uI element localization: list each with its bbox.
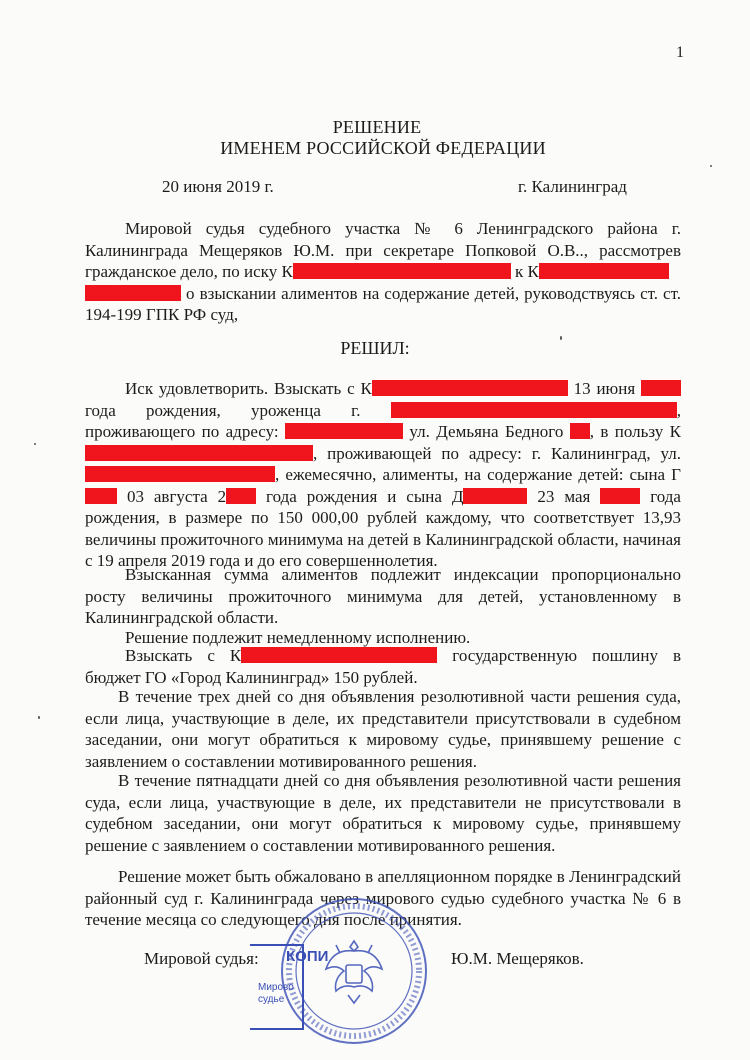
three-days-paragraph: В течение трех дней со дня объявления резолютивной части решения суда, если лица, участвующие в деле, их представители присутствовали в судебном заседании, они могут обратиться к мировому судье, принявшему решение с заявлением о составлении мотивированного решения. [85,687,681,771]
fifteen-days-paragraph: В течение пятнадцати дней со дня объявления резолютивной части решения суда, если лица, участвующие в деле, их представители не присутствовали в судебном заседании, они могут обратиться к мировому судье, принявшему решение с заявлением о составлении мотивированного решения. [85,771,681,855]
intro-paragraph [85,218,681,326]
redaction [539,263,669,279]
scan-speck [38,716,40,719]
redaction [641,380,681,396]
document-date: 20 июня 2019 г. [162,177,274,196]
claim-paragraph [85,378,681,572]
claim-text-k: 23 мая [527,486,601,506]
claim-text-g: , проживающей по адресу: г. Калининград, ул. [313,443,681,463]
scan-speck [34,443,36,445]
document-subtitle: ИМЕНЕМ РОССИЙСКОЙ ФЕДЕРАЦИИ [220,138,546,158]
decision-heading: РЕШИЛ: [340,338,410,358]
redaction [226,488,256,504]
indexation-paragraph: Взысканная сумма алиментов подлежит индексации пропорционально росту величины прожиточного минимума для детей, установленному в Калининградской области. [85,565,681,627]
redaction [372,380,568,396]
claim-text-l: года рождения, в размере по 150 000,00 рублей каждому, что соответствует 13,93 величины прожиточного минимума на детей в Калининградской области, начиная с 19 апреля 2019 года и до его совершеннолетия. [85,486,681,570]
claim-text-f: , в пользу К [589,422,681,441]
redaction [241,647,437,663]
intro-text-c: о взыскании алиментов на содержание детей, руководствуясь ст. ст. 194-199 ГПК РФ суд, [85,283,681,324]
redaction [85,466,275,482]
copy-stamp-line1: Мирово [258,982,294,993]
copy-stamp-line2: судье [258,994,285,1005]
state-duty-paragraph [85,645,681,688]
redaction [570,423,590,439]
redaction [600,488,640,504]
claim-text-e: ул. Демьяна Бедного [403,422,570,441]
redaction [391,402,677,418]
intro-text-b: к К [510,262,539,281]
claim-text-h: , ежемесячно, алименты, на содержание детей: сына Г [275,465,681,484]
redaction [85,285,181,301]
claim-text-a: Иск удовлетворить. Взыскать с К [125,379,372,398]
claim-text-d: , проживающего по адресу: [85,400,681,441]
redaction [285,423,403,439]
copy-stamp-word: КОПИ [286,948,329,965]
redaction [463,488,527,504]
redaction [293,263,511,279]
immediate-execution-paragraph: Решение подлежит немедленному исполнению. [125,628,471,647]
duty-text-a: Взыскать с К [125,646,242,665]
duty-text-b: государственную пошлину в бюджет ГО «Город Калининград» 150 рублей. [85,646,682,687]
document-city: г. Калининград [518,177,627,196]
claim-text-i: 03 августа 2 [117,486,227,506]
page-number: 1 [676,44,684,61]
claim-text-j: года рождения и сына Д [256,486,464,506]
appeal-paragraph: Решение может быть обжаловано в апелляционном порядке в Ленинградский районный суд г. Калининграда через мирового судью судебного участка № 6 в течение месяца со следующего дня после принятия. [85,867,681,929]
redaction [85,445,313,461]
scan-speck [710,165,712,167]
claim-text-c: года рождения, уроженца г. [85,400,391,420]
copy-stamp-box [250,944,329,1030]
scan-speck [560,336,562,340]
claim-text-b: 13 июня [567,379,641,398]
document-title: РЕШЕНИЕ [332,117,422,137]
redaction [85,488,117,504]
intro-text-a: Мировой судья судебного участка № 6 Ленинградского района г. Калининграда Мещеряков Ю.М. при секретаре Попковой О.В.., рассмотрев гражданское дело, по иску К [85,219,681,281]
signer-name: Ю.М. Мещеряков. [451,949,584,968]
signer-label: Мировой судья: [144,949,259,968]
